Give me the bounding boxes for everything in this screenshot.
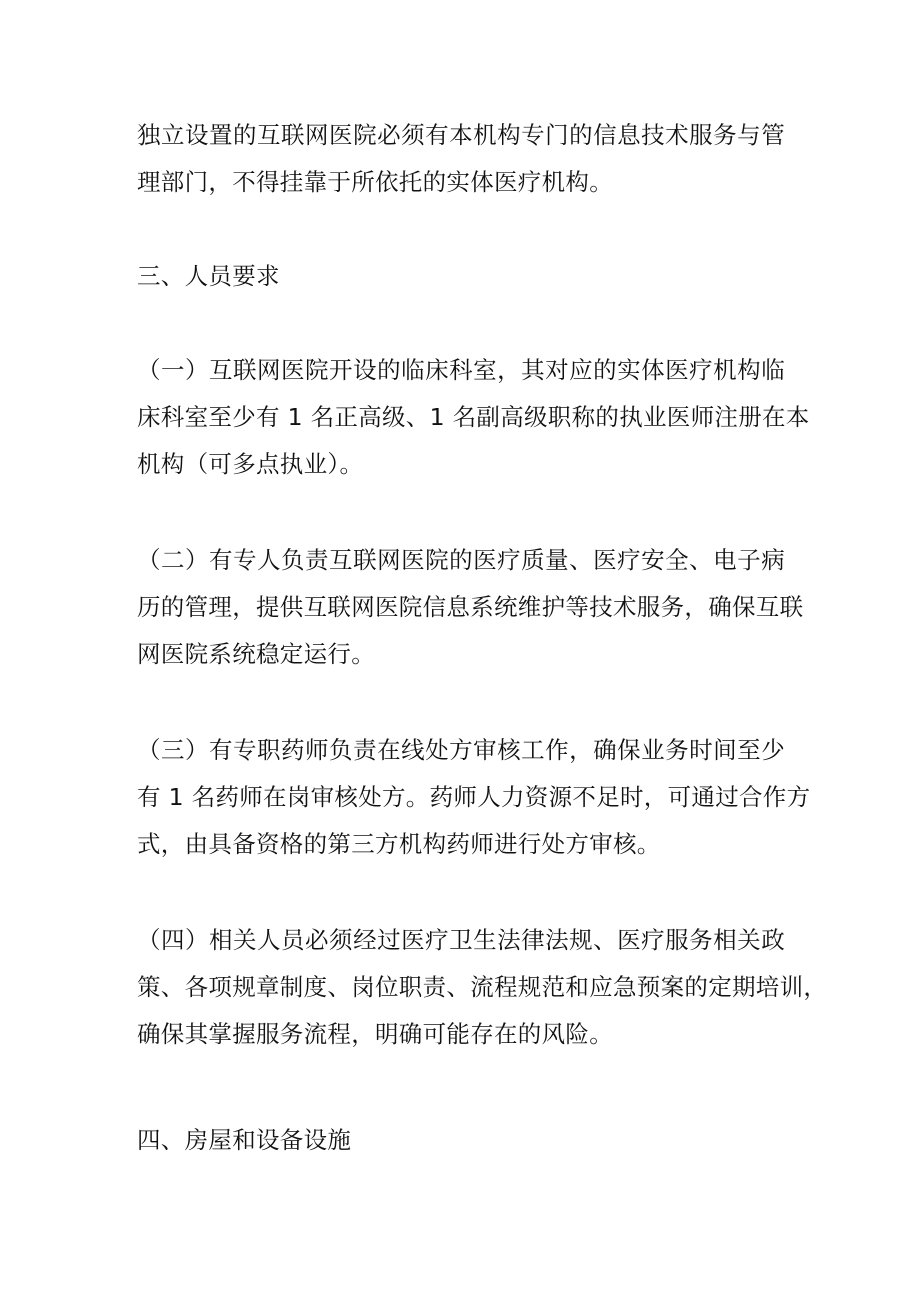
text-line: （一）互联网医院开设的临床科室，其对应的实体医疗机构临 bbox=[137, 356, 785, 384]
text-line: 机构（可多点执业）。 bbox=[137, 450, 364, 478]
text-line: 策、各项规章制度、岗位职责、流程规范和应急预案的定期培训， bbox=[137, 973, 828, 1001]
text-line: 有 1 名药师在岗审核处方。药师人力资源不足时，可通过合作方 bbox=[137, 783, 811, 811]
heading-text: 四、房屋和设备设施 bbox=[137, 1126, 352, 1154]
text-line: （三）有专职药师负责在线处方审核工作，确保业务时间至少 bbox=[137, 736, 785, 764]
text-line: （四）相关人员必须经过医疗卫生法律法规、医疗服务相关政 bbox=[137, 926, 785, 954]
text-line: 床科室至少有 1 名正高级、1 名副高级职称的执业医师注册在本 bbox=[137, 403, 810, 431]
text-line: 确保其掌握服务流程，明确可能存在的风险。 bbox=[137, 1020, 613, 1048]
text-line: （二）有专人负责互联网医院的医疗质量、医疗安全、电子病 bbox=[137, 546, 785, 574]
text-line: 网医院系统稳定运行。 bbox=[137, 640, 375, 668]
heading-text: 三、人员要求 bbox=[137, 262, 280, 290]
text-line: 式，由具备资格的第三方机构药师进行处方审核。 bbox=[137, 830, 661, 858]
text-line: 历的管理，提供互联网医院信息系统维护等技术服务，确保互联 bbox=[137, 593, 804, 621]
text-line: 独立设置的互联网医院必须有本机构专门的信息技术服务与管 bbox=[137, 121, 785, 149]
text-line: 理部门，不得挂靠于所依托的实体医疗机构。 bbox=[137, 168, 613, 196]
